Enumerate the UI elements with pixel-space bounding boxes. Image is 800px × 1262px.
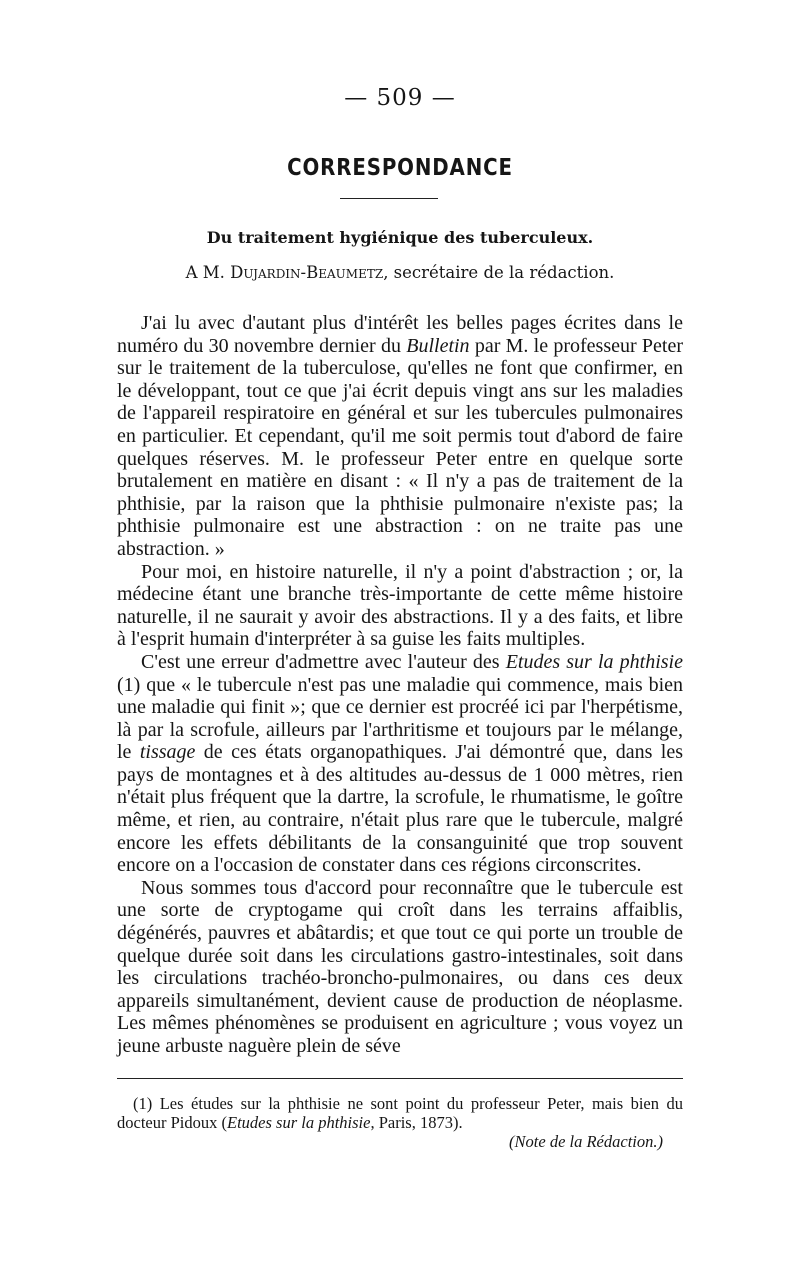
address-line	[0, 263, 800, 282]
italic-text: tissage	[139, 741, 196, 764]
section-heading: CORRESPONDANCE	[287, 155, 513, 181]
address-prefix: A M.	[185, 263, 231, 282]
paragraph	[117, 877, 683, 1058]
paragraph	[117, 651, 683, 877]
text-run: Nous sommes tous d'accord pour reconnaître que le tubercule est une sorte de cryptogame qui croît dans les terrains affaiblis, dégénérés, pauvres et abâtardis; et que tout ce qui porte un trouble de quelque durée soit dans les circulations gastro-intestinales, soit dans les circulations trachéo-broncho-pulmonaires, ou dans ces deux appareils simultanément, devient cause de production de néoplasme. Les mêmes phénomènes se produisent en agriculture ; vous voyez un jeune arbuste naguère plein de séve	[117, 876, 683, 1057]
text-run: C'est une erreur d'admettre avec l'auteur des	[141, 650, 506, 673]
text-run: de ces états organopathiques. J'ai démontré que, dans les pays de montagnes et à des altitudes au-dessus de 1 000 mètres, rien n'était plus fréquent que la dartre, la scrofule, le rhumatisme, le goître même, et rien, au contraire, n'était plus rare que le tubercule, malgré encore les effets débilitants de la consanguinité que trop souvent encore on a l'occasion de constater dans ces régions circonscrites.	[117, 741, 683, 877]
article-title: Du traitement hygiénique des tuberculeux.	[206, 228, 594, 247]
address-suffix: , secrétaire de la rédaction.	[383, 263, 615, 282]
text-run: Pour moi, en histoire naturelle, il n'y a point d'abstraction ; or, la médecine étant une branche très-importante de cette même histoire naturelle, il ne saurait y avoir des abstractions. Il y a des faits, et libre à l'esprit humain d'interpréter à sa guise les faits multiples.	[117, 560, 683, 651]
page-number: — 509 —	[344, 85, 456, 111]
text-run: (1) Les études sur la phthisie ne sont point du professeur Peter, mais bien du docteur Pidoux (	[117, 1094, 683, 1132]
footnote-signature: (Note de la Rédaction.)	[509, 1132, 663, 1151]
text-run: (1) que « le tubercule n'est pas une maladie qui commence, mais bien une maladie qui finit »; que ce dernier est procréé ici par l'herpétisme, là par la scrofule, ailleurs par l'arthritisme et toujours par le mélange, le	[117, 673, 683, 764]
text-run: J'ai lu avec d'autant plus d'intérêt les belles pages écrites dans le numéro du 30 novembre dernier du	[117, 312, 683, 357]
italic-text: Bulletin	[406, 334, 470, 357]
heading-divider	[340, 198, 438, 199]
text-run: par M. le professeur Peter sur le traitement de la tuberculose, qu'elles ne font que confirmer, en le développant, tout ce que j'ai écrit depuis vingt ans sur les maladies de l'appareil respiratoire en général et sur les tubercules pulmonaires en particulier. Et cependant, qu'il me soit permis tout d'abord de faire quelques réserves. M. le professeur Peter entre en quelque sorte brutalement en matière en disant : « Il n'y a pas de traitement de la phthisie, par la raison que la phthisie pulmonaire n'existe pas; la phthisie pulmonaire est une abstraction : on ne traite pas une abstraction. »	[117, 334, 683, 560]
italic-text: Etudes sur la phthisie	[226, 1113, 371, 1132]
article-body	[117, 312, 683, 1058]
paragraph	[117, 312, 683, 561]
italic-text: Etudes sur la phthisie	[505, 650, 683, 673]
footnote-text	[117, 1094, 683, 1132]
footnote-divider	[117, 1078, 683, 1079]
paragraph	[117, 561, 683, 651]
footnote	[117, 1094, 683, 1151]
text-run: , Paris, 1873).	[370, 1113, 463, 1132]
address-name: Dujardin-Beaumetz	[230, 263, 384, 282]
